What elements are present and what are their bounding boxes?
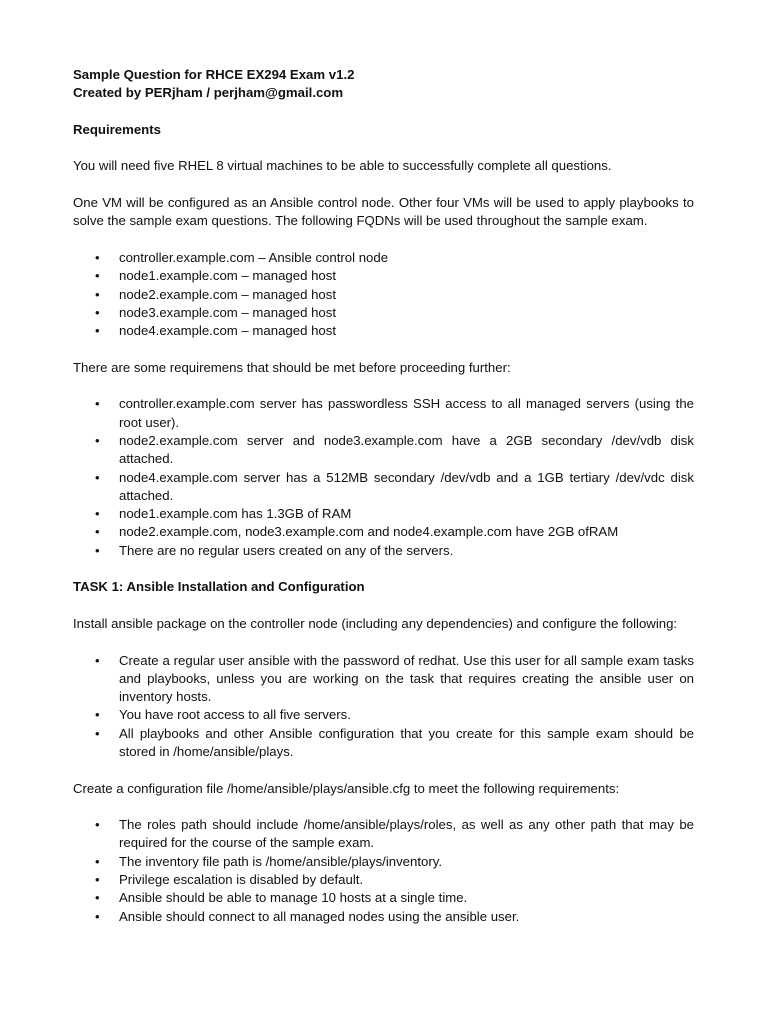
host-list (73, 249, 694, 340)
prereq-list (73, 395, 694, 560)
config-list (73, 816, 694, 926)
document-author: Created by PERjham / perjham@gmail.com (73, 85, 344, 101)
list-item: • controller.example.com – Ansible control node (95, 249, 389, 265)
list-item: • node4.example.com – managed host (95, 323, 337, 339)
list-item: • There are no regular users created on any of the servers. (95, 542, 454, 558)
list-item: • node1.example.com has 1.3GB of RAM (95, 506, 352, 522)
task1-intro: Install ansible package on the controller node (including any dependencies) and configure the following: (73, 615, 678, 631)
task1-heading: TASK 1: Ansible Installation and Configuration (73, 579, 365, 595)
document-content (73, 66, 694, 926)
list-item: • Create a regular user ansible with the password of redhat. Use this user for all sample exam tasks and playbooks, unless you are working on the task that requires creating the ansible user on inventory hosts. (95, 652, 694, 705)
list-item: • The roles path should include /home/ansible/plays/roles, as well as any other path that may be required for the course of the sample exam. (95, 817, 694, 851)
list-item: • The inventory file path is /home/ansible/plays/inventory. (95, 853, 443, 869)
list-item: • node2.example.com – managed host (95, 286, 337, 302)
list-item: • node2.example.com, node3.example.com and node4.example.com have 2GB ofRAM (95, 524, 619, 540)
task1-list (73, 652, 694, 762)
list-item: • node3.example.com – managed host (95, 304, 337, 320)
document-title: Sample Question for RHCE EX294 Exam v1.2 (73, 67, 355, 82)
list-item: • node1.example.com – managed host (95, 268, 337, 284)
list-item: • Ansible should connect to all managed nodes using the ansible user. (95, 908, 520, 924)
config-intro: Create a configuration file /home/ansible/plays/ansible.cfg to meet the following requirements: (73, 780, 620, 796)
list-item: • Ansible should be able to manage 10 hosts at a single time. (95, 890, 468, 906)
list-item: • You have root access to all five servers. (95, 707, 351, 723)
requirements-intro: You will need five RHEL 8 virtual machines to be able to successfully complete all questions. (73, 158, 612, 174)
requirements-heading: Requirements (73, 121, 161, 137)
prereq-intro: There are some requiremens that should be met before proceeding further: (73, 359, 511, 375)
list-item: • node2.example.com server and node3.example.com have a 2GB secondary /dev/vdb disk attached. (95, 432, 694, 467)
list-item: • controller.example.com server has passwordless SSH access to all managed servers (using the root user). (95, 396, 694, 430)
list-item: • node4.example.com server has a 512MB secondary /dev/vdb and a 1GB tertiary /dev/vdc disk attached. (95, 469, 694, 503)
list-item: • Privilege escalation is disabled by default. (95, 872, 364, 888)
list-item: • All playbooks and other Ansible configuration that you create for this sample exam should be stored in /home/ansible/plays. (95, 725, 694, 759)
vm-description: One VM will be configured as an Ansible control node. Other four VMs will be used to apply playbooks to solve the sample exam questions. The following FQDNs will be used throughout the sample exam. (73, 195, 694, 229)
